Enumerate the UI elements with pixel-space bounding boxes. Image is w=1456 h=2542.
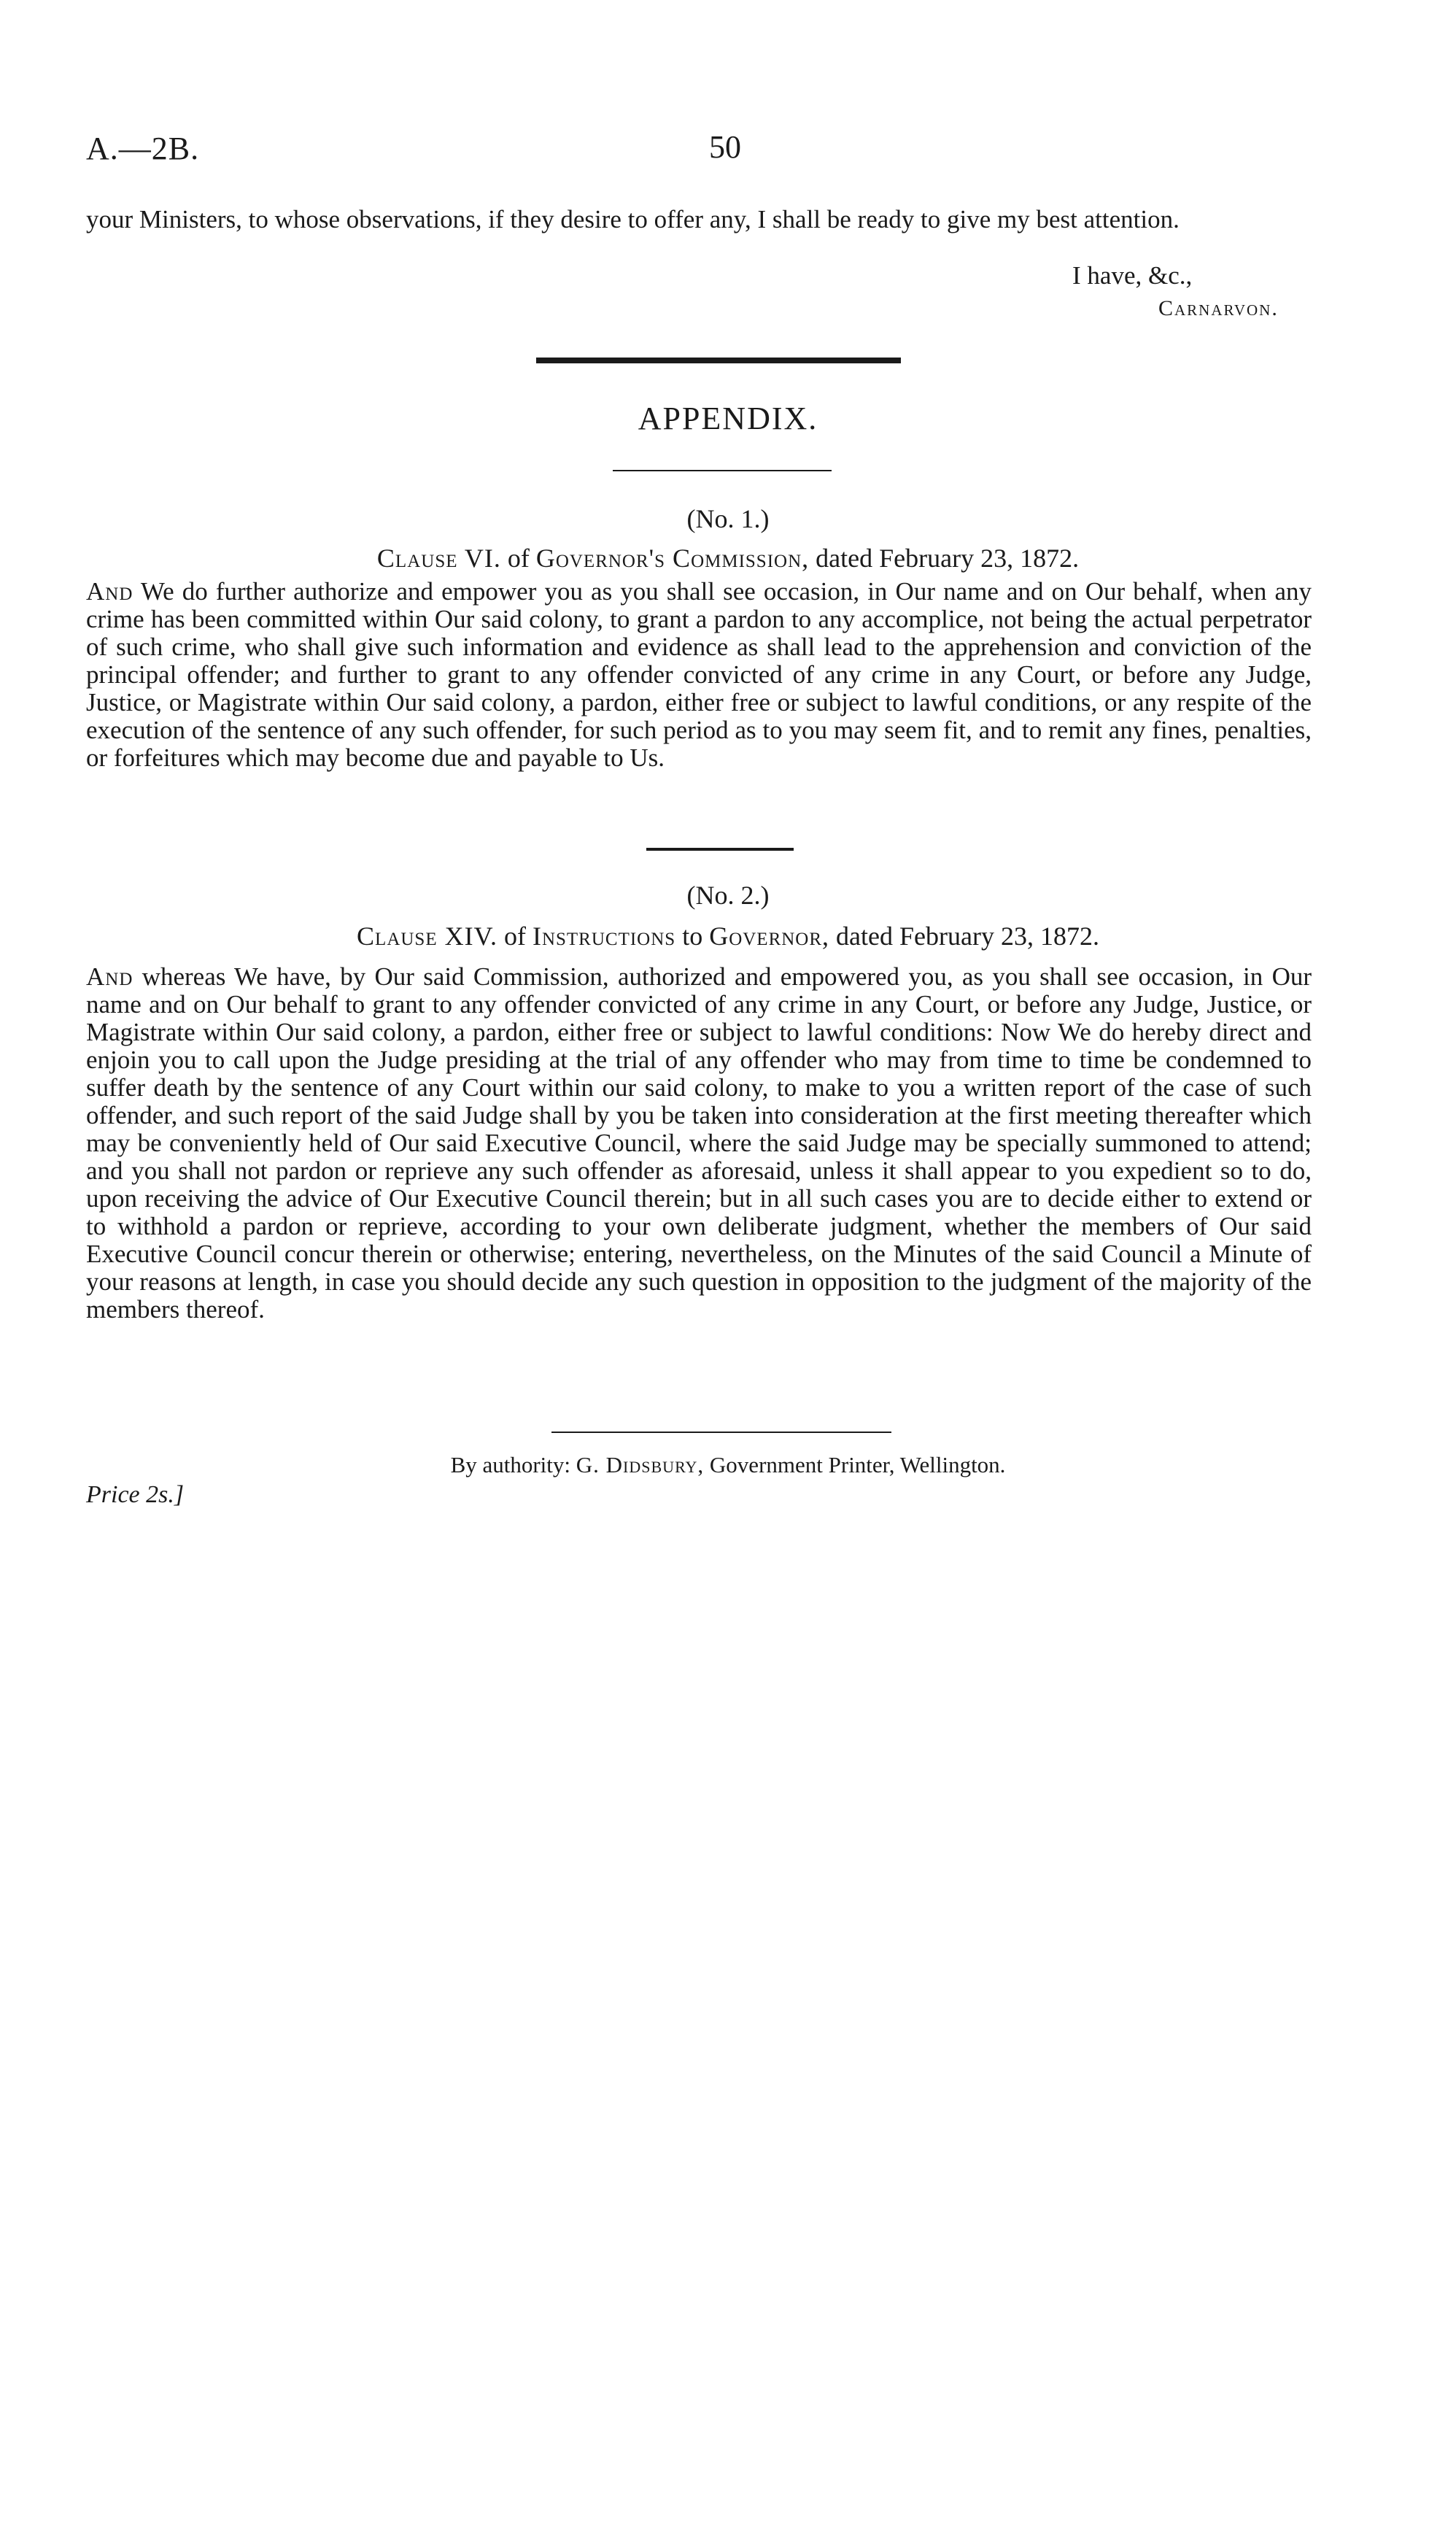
item2-heading-date: dated February 23, 1872. <box>836 922 1099 951</box>
item1-heading <box>0 543 1456 573</box>
appendix-title: APPENDIX. <box>638 401 818 436</box>
section-divider-thick <box>536 358 901 363</box>
item2-heading-recipient: Governor, <box>709 922 830 951</box>
item2-lead-word: And <box>86 962 133 991</box>
continuation-paragraph: your Ministers, to whose observations, if they desire to offer any, I shall be ready to give my best attention. <box>86 205 1180 233</box>
imprint-prefix: By authority: <box>450 1452 571 1477</box>
letter-signature: Carnarvon. <box>1158 296 1279 320</box>
item2-heading <box>0 921 1456 951</box>
item1-lead-word: And <box>86 577 133 606</box>
footer-rule <box>551 1432 891 1433</box>
item2-number: (No. 2.) <box>686 881 770 910</box>
item2-heading-source: Instructions <box>532 922 676 951</box>
letter-signoff: I have, &c., <box>1072 261 1193 290</box>
divider-rule <box>613 470 832 471</box>
printer-imprint <box>0 1452 1456 1478</box>
page-number: 50 <box>709 129 741 165</box>
item1-heading-clause: Clause VI. <box>376 544 501 573</box>
item1-number: (No. 1.) <box>686 504 770 533</box>
divider-rule <box>646 848 794 851</box>
item1-heading-of: of <box>507 544 530 573</box>
item2-heading-clause: Clause XIV. <box>357 922 497 951</box>
price-text: Price 2s.] <box>86 1481 185 1508</box>
item2-heading-of: of <box>503 922 526 951</box>
item2-paragraph <box>86 963 1312 1324</box>
item2-heading-to: to <box>682 922 703 951</box>
item1-paragraph <box>86 578 1312 772</box>
item1-heading-date: dated February 23, 1872. <box>816 544 1080 573</box>
document-reference: A.—2B. <box>86 131 200 166</box>
item1-heading-source: Governor's Commission, <box>535 544 810 573</box>
imprint-printer-name: G. Didsbury, <box>576 1452 705 1477</box>
item2-body: whereas We have, by Our said Commission, authorized and empowered you, as you shall see occasion, in Our name and on Our behalf to grant to any offender convicted of any crime in any Court, or before any Judge, Justice, or Magistrate within Our said colony, a pardon, either free or subject to lawful conditions: Now We do hereby direct and enjoin you to call upon the Judge presiding at the trial of any offender who may from time to time be condemned to suffer death by the sentence of any Court within our said colony, to make to you a written report of the case of such offender, and such report of the said Judge shall by you be taken into consideration at the first meeting thereafter which may be conveniently held of Our said Executive Council, where the said Judge may be specially summoned to attend; and you shall not pardon or reprieve any such offender as aforesaid, unless it shall appear to you expedient so to do, upon receiving the advice of Our Executive Council therein; but in all such cases you are to decide either to extend or to withhold a pardon or reprieve, according to your own deliberate judgment, whether the members of Our said Executive Council concur therein or otherwise; entering, nevertheless, on the Minutes of the said Council a Minute of your reasons at length, in case you should decide any such question in opposition to the judgment of the majority of the members thereof. <box>86 962 1312 1324</box>
item1-body: We do further authorize and empower you as you shall see occasion, in Our name and on Our behalf, when any crime has been committed within Our said colony, to grant a pardon to any accomplice, not being the actual perpetrator of such crime, who shall give such information and evidence as shall lead to the apprehension and conviction of the principal offender; and further to grant to any offender convicted of any crime in any Court, or before any Judge, Justice, or Magistrate within Our said colony, a pardon, either free or subject to lawful conditions, or any respite of the execution of the sentence of any such offender, for such period as to you may seem fit, and to remit any fines, penalties, or forfeitures which may become due and payable to Us. <box>86 577 1312 772</box>
price-note <box>86 1481 184 1509</box>
imprint-printer-title: Government Printer, Wellington. <box>709 1452 1006 1477</box>
